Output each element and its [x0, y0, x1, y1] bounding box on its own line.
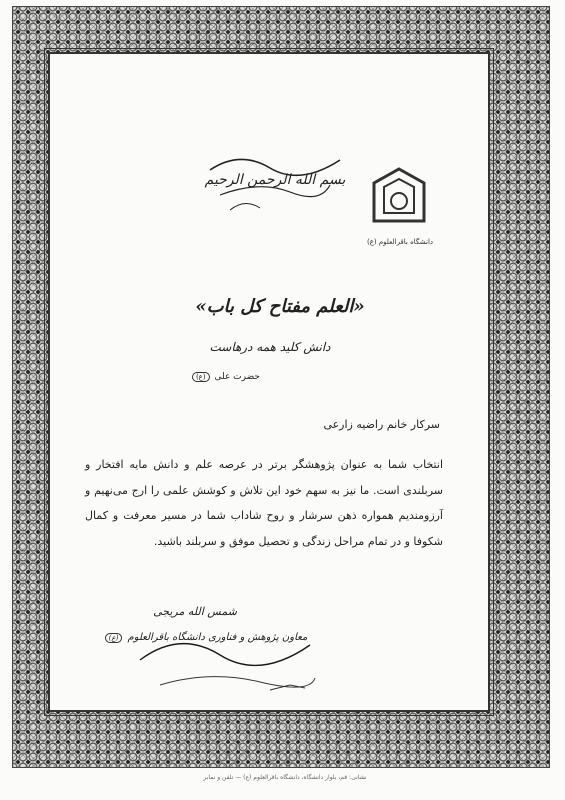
signer-name: شمس الله مریجی — [153, 605, 237, 618]
addressee-line: سرکار خانم راضیه زارعی — [323, 418, 440, 431]
certificate-body: انتخاب شما به عنوان پژوهشگر برتر در عرصه علم و دانش مایه افتخار و سربلندی است. ما نیز به سهم خود این تلاش و کوشش علمی را ارج می‌نهیم و آرزومندیم همواره ذهن سرشار و روح شاداب شما در مسیر معرفت و کمال شکوفا و در تمام مراحل زندگی و تحصیل موفق و سربلند باشید. — [85, 458, 443, 548]
honorific-badge: (ع) — [192, 372, 210, 382]
university-logo-icon — [368, 165, 430, 225]
quote-arabic: «العلم مفتاح کل باب» — [195, 296, 365, 317]
basmala-calligraphy — [200, 140, 350, 220]
basmala-text: بسم الله الرحمن الرحیم — [204, 172, 346, 188]
logo-caption: دانشگاه باقرالعلوم (ع) — [366, 238, 434, 246]
signer-title — [100, 632, 310, 643]
quote-author-name: حضرت علی — [214, 372, 260, 382]
signer-honorific-badge: (ع) — [105, 633, 123, 643]
quote-translation: دانش کلید همه درهاست — [209, 340, 331, 354]
quote-author — [140, 372, 260, 382]
signer-title-text: معاون پژوهش و فناوری دانشگاه باقرالعلوم — [127, 632, 308, 643]
footer-address: نشانی: قم، بلوار دانشگاه، دانشگاه باقرالعلوم (ع) — تلفن و نمابر — [203, 774, 367, 781]
